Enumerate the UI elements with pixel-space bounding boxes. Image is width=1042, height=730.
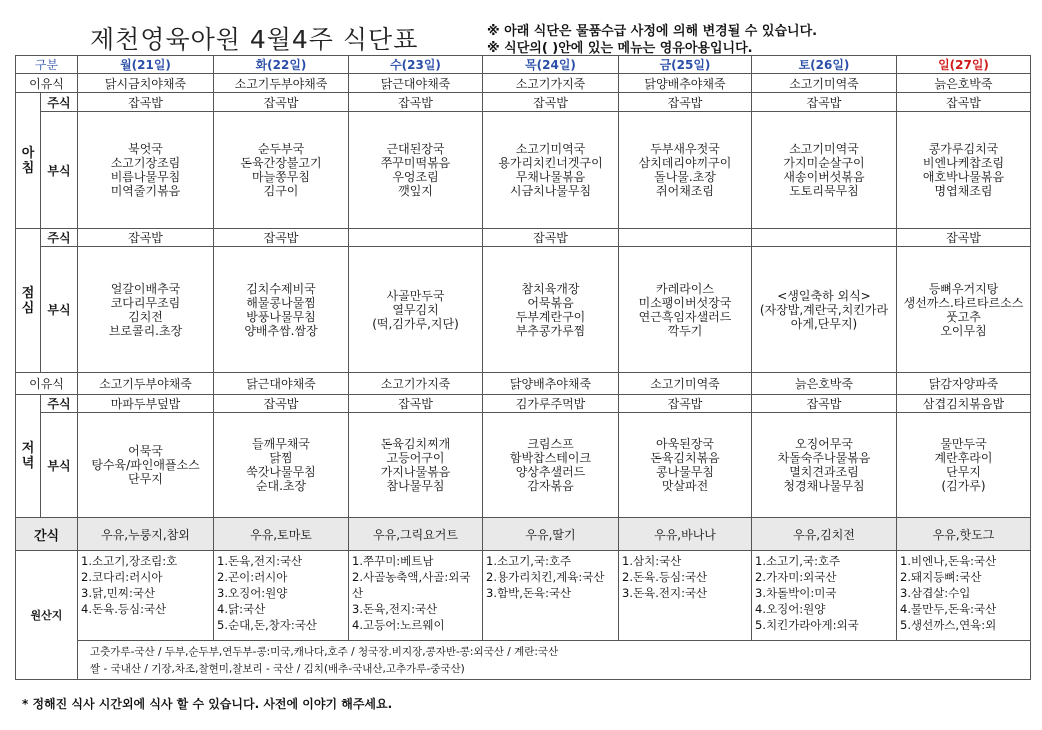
baby-food-cell: 늙은호박죽: [752, 373, 897, 395]
dinner-staple: 잡곡밥: [752, 395, 897, 413]
menu-item: 돈육김치찌개: [380, 437, 451, 451]
snack-label: 간식: [16, 518, 78, 551]
breakfast-label: [16, 93, 41, 229]
origin-line: 2.사골농축액,사골:외국산: [352, 570, 471, 600]
dinner-staple: 삼겹김치볶음밥: [897, 395, 1031, 413]
origin-row: [16, 551, 1031, 641]
menu-item: 단무지: [946, 465, 981, 479]
menu-item: 탕수육/파인애플소스: [91, 458, 200, 472]
origin-line: 4.돈육.등심:국산: [81, 602, 167, 616]
origin-line: 3.삼겹살:수입: [900, 586, 971, 600]
dinner-staple: 잡곡밥: [619, 395, 752, 413]
baby-food-cell: 닭근대야채죽: [349, 74, 483, 93]
lunch-label: [16, 229, 41, 373]
dinner-staple: 마파두부덮밥: [78, 395, 214, 413]
side-label: 부식: [41, 247, 78, 373]
menu-item: 깻잎지: [398, 184, 433, 198]
menu-item: 김구이: [263, 184, 299, 198]
breakfast-side-thu: [483, 112, 619, 229]
dinner-staple: 잡곡밥: [349, 395, 483, 413]
origin-line: 1.비엔나,돈육:국산: [900, 554, 997, 568]
menu-item: 쑥갓나물무침: [246, 465, 316, 479]
menu-item: 아욱된장국: [656, 437, 714, 451]
menu-item: 방풍나물무침: [246, 309, 316, 324]
menu-item: 부추콩가루찜: [515, 323, 586, 338]
allergy-notes: [78, 641, 1031, 680]
lunch-side-mon: [78, 247, 214, 373]
menu-item: 순대.초장: [255, 479, 307, 493]
menu-item: <생일축하 외식>: [777, 288, 871, 303]
origin-line: 2.가자미:외국산: [755, 570, 837, 584]
dinner-side-thu: [483, 413, 619, 518]
page-title: 제천영육아원 4월4주 식단표: [90, 25, 419, 54]
origin-cell-sun: [897, 551, 1031, 641]
menu-item: (떡,김가루,지단): [372, 316, 459, 331]
menu-item: 돌나물.초장: [654, 170, 716, 184]
menu-item: 함박찹스테이크: [509, 451, 592, 465]
menu-item: 김치수제비국: [246, 281, 316, 296]
allergy-line: 고춧가루-국산 / 두부,순두부,연두부-콩:미국,캐나다,호주 / 청국장.비지장,콩자반-콩:외국산 / 계란:국산: [90, 646, 559, 658]
origin-label: 원산지: [16, 551, 78, 680]
menu-item: 닭찜: [269, 451, 293, 465]
dinner-label: [16, 395, 41, 518]
menu-item: 마늘쫑무침: [252, 170, 310, 184]
snack-cell: 우유,바나나: [619, 518, 752, 551]
baby-food-cell: 소고기미역죽: [619, 373, 752, 395]
origin-cell-wed: [349, 551, 483, 641]
menu-item: 해물콩나물찜: [246, 295, 316, 310]
origin-line: 1.소고기,국:호주: [486, 554, 572, 568]
day-sun: 일(27일): [897, 56, 1031, 74]
origin-line: 3.돈육.전지:국산: [622, 586, 708, 600]
origin-line: 5.생선까스,연육:외: [900, 618, 997, 632]
breakfast-staple: 잡곡밥: [78, 93, 214, 112]
origin-cell-fri: [619, 551, 752, 641]
menu-item: 돈육김치볶음: [650, 451, 720, 465]
menu-item: 돈육간장불고기: [240, 156, 322, 170]
menu-item: 비름나물무침: [110, 170, 181, 184]
breakfast-staple: 잡곡밥: [897, 93, 1031, 112]
origin-line: 4.오징어:원양: [755, 602, 826, 616]
origin-line: 2.코다리:러시아: [81, 570, 163, 584]
allergy-row: [16, 641, 1031, 680]
baby-food-cell: 닭근대야채죽: [214, 373, 349, 395]
baby-food-label: 이유식: [16, 74, 78, 93]
side-label: 부식: [41, 413, 78, 518]
baby-food-cell: 닭감자양파죽: [897, 373, 1031, 395]
baby-food-cell: 소고기두부야채죽: [78, 373, 214, 395]
breakfast-side-mon: [78, 112, 214, 229]
breakfast-side-sun: [897, 112, 1031, 229]
menu-item: 등뼈우거지탕: [928, 281, 999, 296]
lunch-staple: [349, 229, 483, 247]
dinner-side-row: [16, 413, 1031, 518]
staple-label: 주식: [41, 93, 78, 112]
menu-item: (자장밥,계란국,치킨가라아게,단무지): [759, 302, 889, 331]
lunch-staple: 잡곡밥: [897, 229, 1031, 247]
lunch-staple: 잡곡밥: [78, 229, 214, 247]
menu-item: 브로콜리.초장: [108, 323, 183, 338]
snack-row: [16, 518, 1031, 551]
dinner-side-wed: [349, 413, 483, 518]
snack-cell: 우유,토마토: [214, 518, 349, 551]
origin-line: 2.곤이:러시아: [217, 570, 288, 584]
menu-item: 명엽채조림: [934, 184, 993, 198]
footer-note: * 정해진 식사 시간외에 식사 할 수 있습니다. 사전에 이야기 해주세요.: [22, 697, 393, 711]
staple-label: 주식: [41, 229, 78, 247]
menu-item: 북엇국: [128, 142, 163, 156]
lunch-staple: [752, 229, 897, 247]
menu-item: 풋고추: [946, 309, 981, 324]
lunch-side-row: [16, 247, 1031, 373]
menu-item: 소고기미역국: [789, 142, 859, 156]
origin-line: 4.고등어:노르웨이: [352, 618, 445, 632]
notice-infant: ※ 식단의( )안에 있는 메뉴는 영유아용입니다.: [487, 41, 753, 56]
menu-item: 크림스프: [527, 437, 574, 451]
side-label: 부식: [41, 112, 78, 229]
origin-cell-tue: [214, 551, 349, 641]
breakfast-side-fri: [619, 112, 752, 229]
menu-item: 미역줄기볶음: [110, 184, 181, 198]
menu-item: 용가리치킨너겟구이: [498, 156, 603, 170]
menu-item: 오이무침: [940, 323, 987, 338]
dinner-side-mon: [78, 413, 214, 518]
breakfast-side-row: [16, 112, 1031, 229]
snack-cell: 우유,누룽지,참외: [78, 518, 214, 551]
menu-item: 연근흑임자샐러드: [638, 309, 732, 324]
baby-food-cell: 소고기가지죽: [349, 373, 483, 395]
menu-item: 콩나물무침: [656, 465, 714, 479]
baby-food-cell: 닭시금치야채죽: [78, 74, 214, 93]
lunch-side-sun: [897, 247, 1031, 373]
header-label: 구분: [16, 56, 78, 74]
menu-item: 청경채나물무침: [783, 479, 865, 493]
dinner-side-sat: [752, 413, 897, 518]
breakfast-staple: 잡곡밥: [752, 93, 897, 112]
lunch-side-sat: [752, 247, 897, 373]
breakfast-side-sat: [752, 112, 897, 229]
day-mon: 월(21일): [78, 56, 214, 74]
baby-food-cell: 소고기두부야채죽: [214, 74, 349, 93]
snack-cell: 우유,딸기: [483, 518, 619, 551]
origin-line: 3.닭,민찌:국산: [81, 586, 156, 600]
menu-item: 소고기장조림: [110, 156, 181, 170]
lunch-side-fri: [619, 247, 752, 373]
breakfast-staple: 잡곡밥: [214, 93, 349, 112]
lunch-staple-row: [16, 229, 1031, 247]
baby-food-cell: 소고기미역죽: [752, 74, 897, 93]
day-tue: 화(22일): [214, 56, 349, 74]
menu-item: 참치육개장: [521, 281, 580, 296]
menu-item: 고등어구이: [386, 451, 445, 465]
menu-item: 참나물무침: [386, 479, 445, 493]
origin-line: 2.용가리치킨,계육:국산: [486, 570, 605, 584]
menu-item: 양상추샐러드: [515, 465, 586, 479]
menu-item: 애호박나물볶음: [922, 170, 1005, 184]
menu-item: 얼갈이배추국: [110, 281, 181, 296]
origin-line: 2.돈육.등심:국산: [622, 570, 708, 584]
menu-item: 무채나물볶음: [515, 170, 586, 184]
menu-item: 어묵국: [128, 444, 163, 458]
menu-item: 오징어무국: [795, 437, 853, 451]
day-fri: 금(25일): [619, 56, 752, 74]
origin-line: 4.물만두,돈육:국산: [900, 602, 997, 616]
menu-item: 사골만두국: [386, 288, 445, 303]
menu-item: 물만두국: [940, 437, 987, 451]
day-sat: 토(26일): [752, 56, 897, 74]
menu-item: 근대된장국: [386, 142, 445, 156]
breakfast-staple-row: [16, 93, 1031, 112]
menu-item: 깍두기: [667, 323, 703, 338]
menu-item: 삼치데리야끼구이: [638, 156, 732, 170]
origin-line: 1.돈육,전지:국산: [217, 554, 303, 568]
breakfast-staple: 잡곡밥: [349, 93, 483, 112]
notice-change: ※ 아래 식단은 물품수급 사정에 의해 변경될 수 있습니다.: [487, 24, 818, 39]
menu-item: 맛살파전: [661, 479, 709, 493]
menu-item: (김가루): [941, 479, 986, 493]
origin-cell-thu: [483, 551, 619, 641]
snack-cell: 우유,핫도그: [897, 518, 1031, 551]
breakfast-staple: 잡곡밥: [619, 93, 752, 112]
lunch-side-wed: [349, 247, 483, 373]
menu-item: 쥐어채조림: [656, 184, 714, 198]
menu-item: 김치전: [128, 309, 163, 324]
menu-item: 도토리묵무침: [789, 184, 859, 198]
origin-line: 1.쭈꾸미:베트남: [352, 554, 434, 568]
menu-item: 들깨무채국: [252, 437, 310, 451]
baby-food-cell: 늙은호박죽: [897, 74, 1031, 93]
baby-food-cell: 닭양배추야채죽: [483, 373, 619, 395]
menu-item: 차돌숙주나물볶음: [777, 451, 871, 465]
origin-cell-mon: [78, 551, 214, 641]
origin-line: 5.순대,돈,창자:국산: [217, 618, 317, 632]
breakfast-side-wed: [349, 112, 483, 229]
dinner-label-text: 저녁: [21, 441, 35, 471]
dinner-side-sun: [897, 413, 1031, 518]
origin-line: 3.차돌박이:미국: [755, 586, 837, 600]
lunch-staple: 잡곡밥: [214, 229, 349, 247]
menu-item: 쭈꾸미떡볶음: [380, 156, 451, 170]
origin-line: 1.소고기,장조림:호: [81, 554, 178, 568]
baby-food-label: 이유식: [16, 373, 78, 395]
origin-line: 3.돈육,전지:국산: [352, 602, 438, 616]
baby-food-row-morning: [16, 74, 1031, 93]
menu-item: 우엉조림: [392, 170, 439, 184]
origin-line: 1.삼치:국산: [622, 554, 682, 568]
dinner-staple-row: [16, 395, 1031, 413]
menu-item: 단무지: [128, 472, 163, 486]
menu-item: 생선까스.타르타르소스: [903, 295, 1024, 310]
menu-item: 멸치견과조림: [789, 465, 859, 479]
header-row: [16, 56, 1031, 74]
menu-item: 두부새우젓국: [650, 142, 720, 156]
day-thu: 목(24일): [483, 56, 619, 74]
menu-item: 미소팽이버섯장국: [638, 295, 732, 310]
baby-food-cell: 닭양배추야채죽: [619, 74, 752, 93]
baby-food-cell: 소고기가지죽: [483, 74, 619, 93]
menu-item: 양배추쌈.쌈장: [244, 323, 318, 338]
menu-item: 열무김치: [392, 302, 439, 317]
menu-item: 순두부국: [257, 142, 305, 156]
snack-cell: 우유,그릭요거트: [349, 518, 483, 551]
dinner-staple: 잡곡밥: [214, 395, 349, 413]
origin-cell-sat: [752, 551, 897, 641]
lunch-staple: 잡곡밥: [483, 229, 619, 247]
menu-item: 가지나물볶음: [380, 465, 451, 479]
menu-item: 소고기미역국: [515, 142, 586, 156]
menu-item: 감자볶음: [527, 479, 574, 493]
menu-item: 계란후라이: [934, 451, 993, 465]
origin-line: 4.닭:국산: [217, 602, 266, 616]
menu-item: 비엔나케찹조림: [922, 156, 1005, 170]
lunch-side-tue: [214, 247, 349, 373]
day-wed: 수(23일): [349, 56, 483, 74]
staple-label: 주식: [41, 395, 78, 413]
dinner-staple: 김가루주먹밥: [483, 395, 619, 413]
allergy-line: 쌀 - 국내산 / 기장,차조,찰현미,찰보리 - 국산 / 김치(배추-국내산,고추가루-중국산): [90, 663, 465, 675]
menu-item: 코다리무조림: [110, 295, 181, 310]
breakfast-staple: 잡곡밥: [483, 93, 619, 112]
menu-item: 가지미순살구이: [783, 156, 865, 170]
lunch-side-thu: [483, 247, 619, 373]
menu-item: 시금치나물무침: [509, 184, 592, 198]
lunch-label-text: 점심: [21, 285, 35, 316]
lunch-staple: [619, 229, 752, 247]
origin-line: 1.소고기,국:호주: [755, 554, 841, 568]
dinner-side-fri: [619, 413, 752, 518]
origin-line: 2.돼지등뼈:국산: [900, 570, 982, 584]
baby-food-row-evening: [16, 373, 1031, 395]
origin-line: 5.치킨가라아게:외국: [755, 618, 859, 632]
origin-line: 3.함박,돈육:국산: [486, 586, 572, 600]
menu-item: 카레라이스: [656, 281, 714, 296]
menu-item: 새송이버섯볶음: [783, 170, 865, 184]
origin-line: 3.오징어:원양: [217, 586, 288, 600]
menu-item: 어묵볶음: [527, 295, 574, 310]
menu-item: 두부계란구이: [515, 309, 586, 324]
dinner-side-tue: [214, 413, 349, 518]
snack-cell: 우유,김치전: [752, 518, 897, 551]
menu-item: 콩가루김치국: [928, 142, 999, 156]
menu-table: [15, 55, 1031, 680]
breakfast-side-tue: [214, 112, 349, 229]
breakfast-label-text: 아침: [21, 145, 35, 176]
